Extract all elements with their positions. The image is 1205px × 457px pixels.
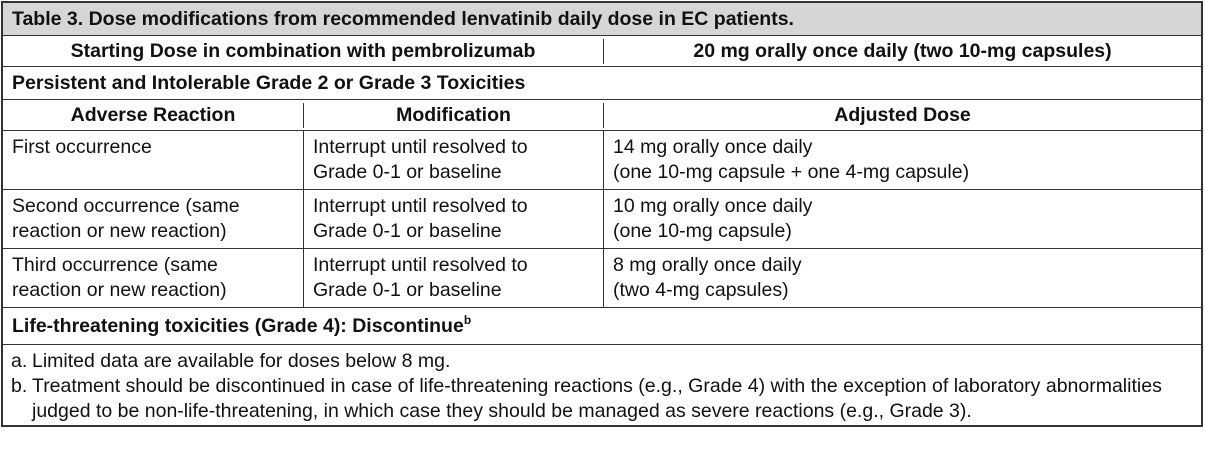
- adverse-reaction-line-2: reaction or new reaction): [12, 220, 227, 242]
- footnote-marker-b: b: [463, 312, 472, 327]
- footnote-label: a.: [11, 350, 28, 372]
- modification-line-1: Interrupt until resolved to: [313, 195, 528, 217]
- modification-line-2: Grade 0-1 or baseline: [313, 161, 502, 183]
- footnote-text: Treatment should be discontinued in case of life-threatening reactions (e.g., Grade 4) with the exception of laboratory abnormalities judged to be non-life-threatening, in which case they should be managed as severe reactions (e.g., Grade 3).: [32, 375, 1162, 422]
- adverse-reaction-line-2: reaction or new reaction): [12, 279, 227, 301]
- adjusted-dose-cell: [603, 190, 1201, 248]
- starting-dose-value: 20 mg orally once daily (two 10-mg capsules): [603, 39, 1201, 64]
- modification-cell: [303, 131, 603, 189]
- footnote-b: [11, 374, 1193, 424]
- life-threatening-text: Life-threatening toxicities (Grade 4): Discontinue: [12, 314, 464, 337]
- adjusted-dose-cell: [603, 249, 1201, 307]
- adjusted-dose-line-1: 8 mg orally once daily: [613, 254, 802, 276]
- adverse-reaction-line-1: Third occurrence (same: [12, 254, 218, 276]
- table-row: [3, 249, 1201, 308]
- life-threatening-cell: [3, 314, 480, 339]
- column-header-adjusted-dose: Adjusted Dose: [603, 103, 1201, 128]
- table-row: [3, 131, 1201, 190]
- modification-cell: [303, 190, 603, 248]
- footnotes: [3, 345, 1201, 425]
- adjusted-dose-line-2: (one 10-mg capsule): [613, 220, 792, 242]
- adjusted-dose-cell: [603, 131, 1201, 189]
- adverse-reaction-line-1: Second occurrence (same: [12, 195, 240, 217]
- adverse-reaction-text: First occurrence: [12, 136, 152, 158]
- starting-dose-label: Starting Dose in combination with pembrolizumab: [70, 39, 536, 62]
- adjusted-dose-line-2: (one 10-mg capsule + one 4-mg capsule): [613, 161, 970, 183]
- footnote-label: b.: [11, 375, 28, 397]
- modification-line-2: Grade 0-1 or baseline: [313, 220, 502, 242]
- adverse-reaction-cell: [3, 249, 303, 307]
- adjusted-dose-line-2: (two 4-mg capsules): [613, 279, 789, 301]
- column-header-row: [3, 100, 1201, 131]
- adverse-reaction-cell: [3, 190, 303, 248]
- section-heading-row: [3, 67, 1201, 100]
- starting-dose-row: [3, 36, 1201, 67]
- dose-modification-table: [1, 1, 1203, 427]
- adjusted-dose-line-1: 10 mg orally once daily: [613, 195, 813, 217]
- section-heading: Persistent and Intolerable Grade 2 or Grade 3 Toxicities: [12, 71, 526, 94]
- modification-line-2: Grade 0-1 or baseline: [313, 279, 502, 301]
- modification-line-1: Interrupt until resolved to: [313, 254, 528, 276]
- table-title: Table 3. Dose modifications from recommended lenvatinib daily dose in EC patients.: [12, 7, 794, 30]
- modification-line-1: Interrupt until resolved to: [313, 136, 528, 158]
- footnote-a: [11, 349, 1193, 374]
- footnote-text: Limited data are available for doses below 8 mg.: [32, 350, 451, 372]
- column-header-modification: Modification: [303, 103, 603, 128]
- life-threatening-row: [3, 308, 1201, 345]
- column-header-adverse-reaction: Adverse Reaction: [70, 103, 236, 126]
- modification-cell: [303, 249, 603, 307]
- adverse-reaction-cell: [3, 131, 303, 189]
- adjusted-dose-line-1: 14 mg orally once daily: [613, 136, 813, 158]
- table-row: [3, 190, 1201, 249]
- table-title-row: [3, 3, 1201, 36]
